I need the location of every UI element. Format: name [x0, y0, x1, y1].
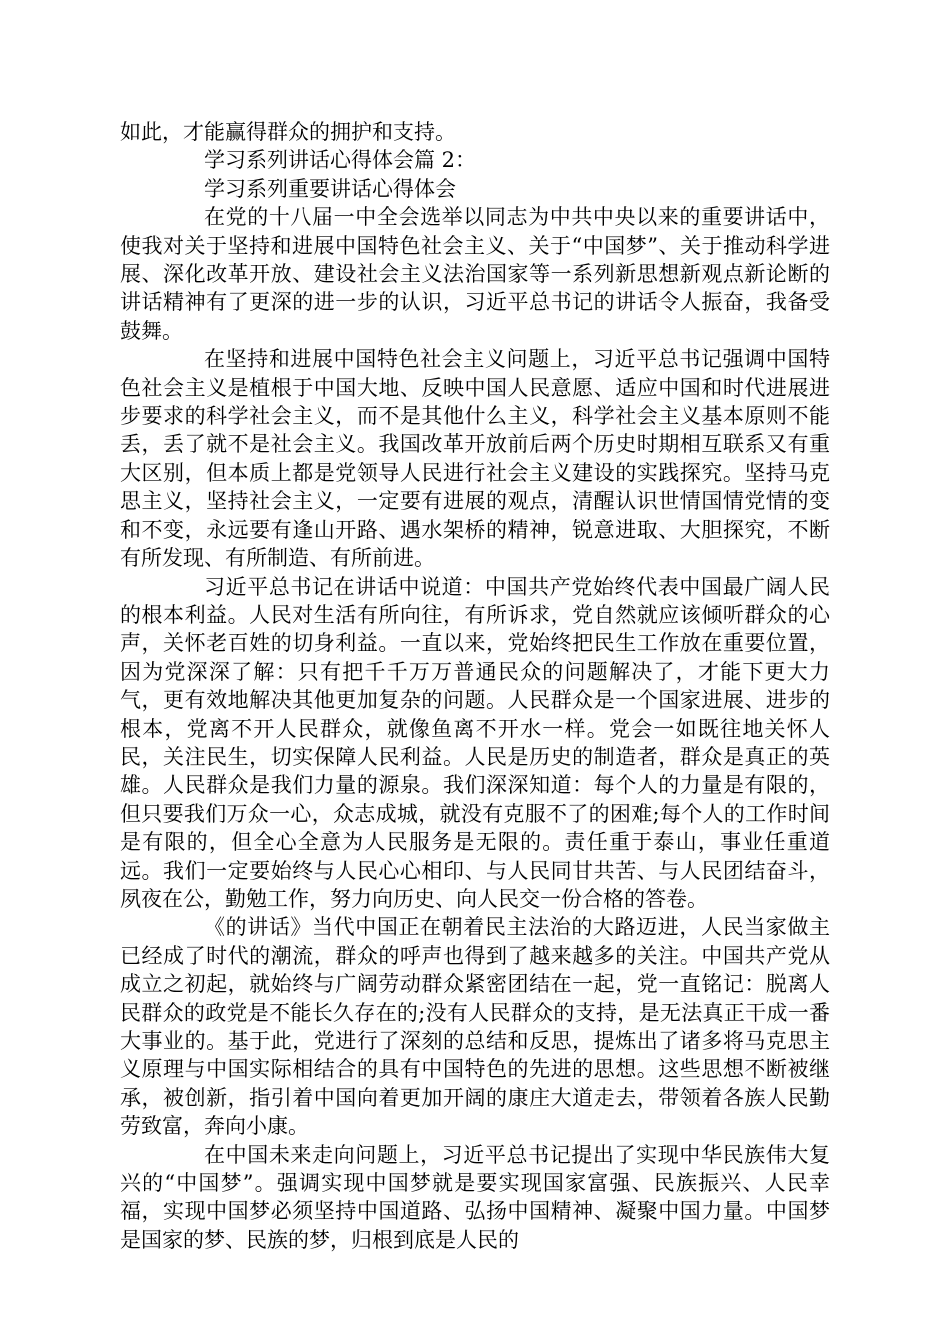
paragraph: 在中国未来走向问题上，习近平总书记提出了实现中华民族伟大复兴的“中国梦”。强调实现中国梦就是要实现国家富强、民族振兴、人民幸福，实现中国梦必须坚持中国道路、弘扬中国精神、凝聚中国力量。中国梦是国家的梦、民族的梦，归根到底是人民的 [120, 1142, 830, 1252]
document-page [120, 118, 830, 1254]
section-heading: 学习系列讲话心得体会篇 2： [204, 148, 477, 173]
paragraph: 在坚持和进展中国特色社会主义问题上，习近平总书记强调中国特色社会主义是植根于中国大地、反映中国人民意愿、适应中国和时代进展进步要求的科学社会主义，而不是其他什么主义，科学社会主义基本原则不能丢，丢了就不是社会主义。我国改革开放前后两个历史时期相互联系又有重大区别，但本质上都是党领导人民进行社会主义建设的实践探究。坚持马克思主义，坚持社会主义，一定要有进展的观点，清醒认识世情国情党情的变和不变，永远要有逢山开路、遇水架桥的精神，锐意进取、大胆探究，不断有所发现、有所制造、有所前进。 [120, 347, 830, 571]
paragraph: 习近平总书记在讲话中说道：中国共产党始终代表中国最广阔人民的根本利益。人民对生活有所向往，有所诉求，党自然就应该倾听群众的心声，关怀老百姓的切身利益。一直以来，党始终把民生工作放在重要位置，因为党深深了解：只有把千千万万普通民众的问题解决了，才能下更大力气，更有效地解决其他更加复杂的问题。人民群众是一个国家进展、进步的根本，党离不开人民群众，就像鱼离不开水一样。党会一如既往地关怀人民，关注民生，切实保障人民利益。人民是历史的制造者，群众是真正的英雄。人民群众是我们力量的源泉。我们深深知道：每个人的力量是有限的，但只要我们万众一心，众志成城，就没有克服不了的困难;每个人的工作时间是有限的，但全心全意为人民服务是无限的。责任重于泰山，事业任重道远。我们一定要始终与人民心心相印、与人民同甘共苦、与人民团结奋斗，夙夜在公，勤勉工作，努力向历史、向人民交一份合格的答卷。 [120, 574, 830, 911]
paragraph: 《的讲话》当代中国正在朝着民主法治的大路迈进，人民当家做主已经成了时代的潮流，群众的呼声也得到了越来越多的关注。中国共产党从成立之初起，就始终与广阔劳动群众紧密团结在一起，党一直铭记：脱离人民群众的政党是不能长久存在的;没有人民群众的支持，是无法真正干成一番大事业的。基于此，党进行了深刻的总结和反思，提炼出了诸多将马克思主义原理与中国实际相结合的具有中国特色的先进的思想。这些思想不断被继承，被创新，指引着中国向着更加开阔的康庄大道走去，带领着各族人民勤劳致富，奔向小康。 [120, 915, 830, 1139]
lead-line: 如此，才能赢得群众的拥护和支持。 [120, 120, 456, 144]
article-title: 学习系列重要讲话心得体会 [204, 176, 456, 201]
paragraph: 在党的十八届一中全会选举以同志为中共中央以来的重要讲话中，使我对关于坚持和进展中国特色社会主义、关于“中国梦”、关于推动科学进展、深化改革开放、建设社会主义法治国家等一系列新思想新观点新论断的讲话精神有了更深的进一步的认识，习近平总书记的讲话令人振奋，我备受鼓舞。 [120, 205, 830, 343]
